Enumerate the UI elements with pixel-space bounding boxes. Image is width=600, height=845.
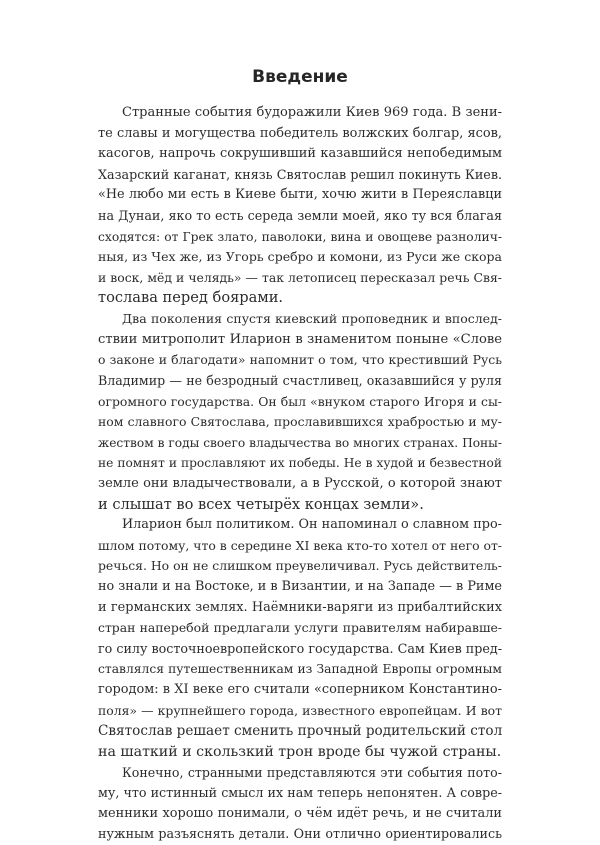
- text-line: Странные события будоражили Киев 969 года. В зени-: [122, 105, 502, 120]
- text-line: но знали и на Востоке, и в Византии, и на Западе — в Риме: [98, 579, 502, 595]
- text-line: жеством в годы своего владычества во многих странах. Поны-: [98, 435, 502, 450]
- text-line: тослава перед боярами.: [98, 289, 284, 307]
- text-line: «Не любо ми есть в Киеве быти, хочю жити в Переяславци: [98, 187, 502, 203]
- text-line: земле они владычествовали, а в Русской, о которой знают: [98, 475, 502, 491]
- text-line: ныя, из Чех же, из Угорь сребро и комони, из Руси же скора: [98, 249, 502, 265]
- text-line: Владимир — не безродный счастливец, оказавшийся у руля: [98, 372, 502, 388]
- text-line: на Дунаи, яко то есть середа земли моей, яко ту вся благая: [98, 208, 502, 224]
- text-line: и слышат во всех четырёх концах земли».: [98, 495, 424, 513]
- text-line: и воск, мёд и челядь» — так летописец пересказал речь Свя-: [98, 269, 502, 285]
- text-line: Иларион был политиком. Он напоминал о славном про-: [122, 517, 502, 533]
- text-line: менники хорошо понимали, о чём идёт речь, и не считали: [98, 805, 502, 821]
- page-title: Введение: [252, 67, 348, 87]
- text-line: му, что истинный смысл их нам теперь непонятен. А совре-: [98, 785, 502, 801]
- text-line: касогов, напрочь сокрушивший казавшийся непобедимым: [98, 146, 502, 162]
- text-line: Святослав решает сменить прочный родительский стол: [98, 723, 503, 740]
- text-line: нужным разъяснять детали. Они отлично ориентировались: [98, 826, 502, 842]
- text-line: шлом потому, что в середине XI века кто-то хотел от него от-: [98, 537, 502, 553]
- text-line: ствии митрополит Иларион в знаменитом поныне «Слове: [98, 331, 502, 347]
- text-line: Хазарский каганат, князь Святослав решил покинуть Киев.: [98, 166, 502, 182]
- text-line: ном славного Святослава, прославившихся храбростью и му-: [98, 414, 502, 430]
- text-line: и германских землях. Наёмники-варяги из прибалтийских: [98, 599, 502, 615]
- text-line: о законе и благодати» напомнит о том, что крестивший Русь: [98, 352, 502, 368]
- text-line: поля» — крупнейшего города, известного европейцам. И вот: [98, 702, 502, 718]
- text-line: огромного государства. Он был «внуком старого Игоря и сы-: [98, 393, 502, 409]
- text-line: на шаткий и скользкий трон вроде бы чужой страны.: [98, 743, 502, 760]
- text-line: Конечно, странными представляются эти события пото-: [122, 764, 502, 780]
- text-line: стран наперебой предлагали услуги правителям набиравше-: [98, 620, 502, 636]
- text-line: те славы и могущества победитель волжских болгар, ясов,: [98, 125, 502, 141]
- text-line: Два поколения спустя киевский проповедник и впослед-: [122, 311, 502, 327]
- text-line: городом: в XI веке его считали «соперником Константино-: [98, 682, 502, 698]
- text-line: ставлялся путешественникам из Западной Европы огромным: [98, 662, 502, 677]
- text-line: го силу восточноевропейского государства. Сам Киев пред-: [98, 640, 502, 656]
- body-text: [98, 103, 502, 845]
- text-line: речься. Но он не слишком преувеличивал. Русь действитель-: [98, 558, 502, 574]
- text-line: не помнят и прославляют их победы. Не в худой и безвестной: [98, 456, 502, 471]
- text-line: сходятся: от Грек злато, паволоки, вина и овощеве разнолич-: [98, 229, 502, 244]
